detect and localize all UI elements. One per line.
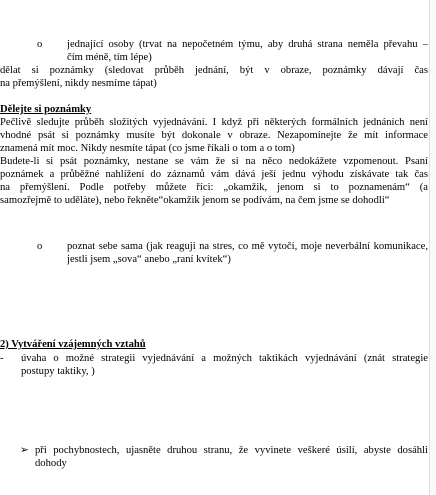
- list-item-continued: jestli jsem „sova“ anebo „raní kvítek“): [67, 254, 231, 265]
- sub-list-item: při pochybnostech, ujasněte druhou stranu, že vyvinete veškeré úsilí, abyste dosáhli: [35, 445, 428, 456]
- paragraph-line: na přemýšlení, nikdy nesmíme tápat): [0, 78, 157, 89]
- paragraph-line: znamená mít moc. Nikdy nesmíte tápat (co jsme říkali o tom a o tom): [0, 143, 295, 154]
- arrow-bullet-icon: ➢: [20, 445, 29, 456]
- paragraph-line: poznámek a průběžné nahlížení do záznamů vám dává ješí jednu výhodu získávate tak čas: [0, 169, 428, 180]
- paragraph-line: Pečlivě sledujte průběh složitých vyjednávání. I když při některých formálních jednáních není: [0, 117, 428, 128]
- section-heading: Dělejte si poznámky: [0, 104, 92, 115]
- circle-marker: o: [37, 39, 43, 50]
- list-item-continued: čím méně, tím lépe): [67, 52, 152, 63]
- paragraph-line: samozřejmě to udělàte), nebo řekněte“okamžik jenom se podívám, na čem jsme se dohodli“: [0, 195, 390, 206]
- section-heading: 2) Vytváření vzájemných vztahů: [0, 339, 146, 350]
- list-item: úvaha o možné strategii vyjednávání a možných taktikách vyjednávání (znát strategie: [21, 353, 428, 364]
- list-item: jednající osoby (trvat na nepočetném týmu, aby druhá strana neměla převahu –: [67, 39, 428, 50]
- paragraph-line: Budete-li si psát poznámky, nestane se vám že si na něco nedokážete vzpomenout. Psaní: [0, 156, 428, 167]
- page-edge: [429, 0, 436, 495]
- circle-marker: o: [37, 241, 43, 252]
- paragraph-line: na přemýšlení. Podle potřeby můžete říci: „okamžik, jenom si to poznamenám“ (a: [0, 182, 428, 193]
- dash-marker: -: [0, 353, 4, 364]
- list-item-continued: postupy taktiky, ): [21, 366, 95, 377]
- list-item: poznat sebe sama (jak reaguji na stres, co mě vytočí, moje neverbální komunikace,: [67, 241, 428, 252]
- sub-list-item-continued: dohody: [35, 458, 67, 469]
- paragraph-line: vhodné psát si poznámky musíte být dokonale v obraze. Nezapomínejte že mít informace: [0, 130, 428, 141]
- paragraph-line: dělat si poznámky (sledovat průběh jednání, být v obraze, poznámky dávají čas: [0, 65, 428, 76]
